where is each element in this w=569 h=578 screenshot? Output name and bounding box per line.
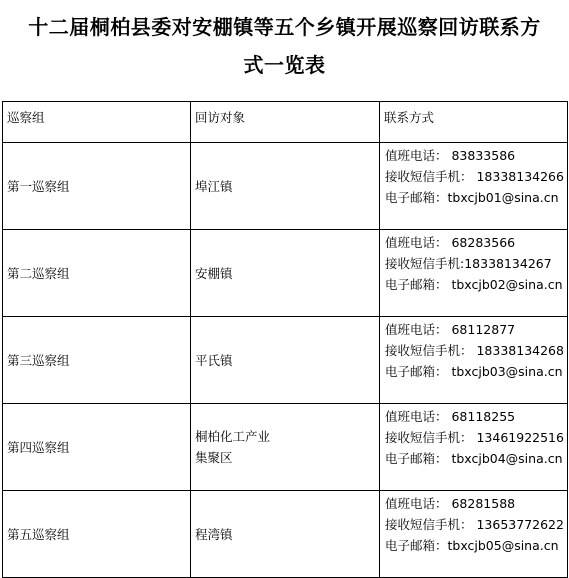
email-address: 电子邮箱： tbxcjb03@sina.cn bbox=[385, 364, 563, 379]
table-row bbox=[3, 143, 568, 230]
target-text: 埠江镇 bbox=[195, 178, 233, 194]
table-header-row bbox=[3, 102, 568, 143]
duty-phone: 值班电话： 68281588 bbox=[385, 496, 516, 511]
duty-phone: 值班电话： 68112877 bbox=[385, 322, 516, 337]
target-text: 程湾镇 bbox=[195, 526, 233, 542]
group-cell: 第三巡察组 bbox=[3, 317, 191, 404]
inspection-contact-table bbox=[2, 101, 568, 578]
document-title bbox=[0, 8, 569, 84]
target-cell bbox=[191, 317, 380, 404]
sms-mobile: 接收短信手机： 18338134268 bbox=[385, 343, 564, 358]
header-group: 巡察组 bbox=[3, 102, 191, 143]
target-text: 平氏镇 bbox=[195, 352, 233, 368]
target-cell bbox=[191, 491, 380, 578]
group-cell: 第一巡察组 bbox=[3, 143, 191, 230]
sms-mobile: 接收短信手机： 13653772622 bbox=[385, 517, 564, 532]
table-row bbox=[3, 404, 568, 491]
email-address: 电子邮箱：tbxcjb01@sina.cn bbox=[385, 190, 559, 205]
header-target: 回访对象 bbox=[191, 102, 380, 143]
sms-mobile: 接收短信手机： 18338134266 bbox=[385, 169, 564, 184]
email-address: 电子邮箱： tbxcjb02@sina.cn bbox=[385, 277, 563, 292]
target-cell bbox=[191, 230, 380, 317]
target-text: 桐柏化工产业 bbox=[195, 429, 271, 444]
sms-mobile: 接收短信手机： 13461922516 bbox=[385, 430, 564, 445]
duty-phone: 值班电话： 68118255 bbox=[385, 409, 516, 424]
table-row bbox=[3, 491, 568, 578]
contact-cell bbox=[380, 404, 568, 491]
header-contact: 联系方式 bbox=[380, 102, 568, 143]
title-line-1: 十二届桐柏县委对安棚镇等五个乡镇开展巡察回访联系方 bbox=[28, 15, 541, 39]
target-text: 集聚区 bbox=[195, 450, 233, 465]
sms-mobile: 接收短信手机:18338134267 bbox=[385, 256, 552, 271]
group-cell: 第五巡察组 bbox=[3, 491, 191, 578]
email-address: 电子邮箱：tbxcjb05@sina.cn bbox=[385, 538, 559, 553]
target-cell bbox=[191, 143, 380, 230]
contact-cell bbox=[380, 491, 568, 578]
target-cell bbox=[191, 404, 380, 491]
email-address: 电子邮箱： tbxcjb04@sina.cn bbox=[385, 451, 563, 466]
group-cell: 第四巡察组 bbox=[3, 404, 191, 491]
table-row bbox=[3, 317, 568, 404]
contact-cell bbox=[380, 230, 568, 317]
contact-cell bbox=[380, 317, 568, 404]
group-cell: 第二巡察组 bbox=[3, 230, 191, 317]
table-row bbox=[3, 230, 568, 317]
duty-phone: 值班电话： 83833586 bbox=[385, 148, 516, 163]
duty-phone: 值班电话： 68283566 bbox=[385, 235, 516, 250]
contact-cell bbox=[380, 143, 568, 230]
title-line-2: 式一览表 bbox=[243, 53, 326, 77]
target-text: 安棚镇 bbox=[195, 265, 233, 281]
